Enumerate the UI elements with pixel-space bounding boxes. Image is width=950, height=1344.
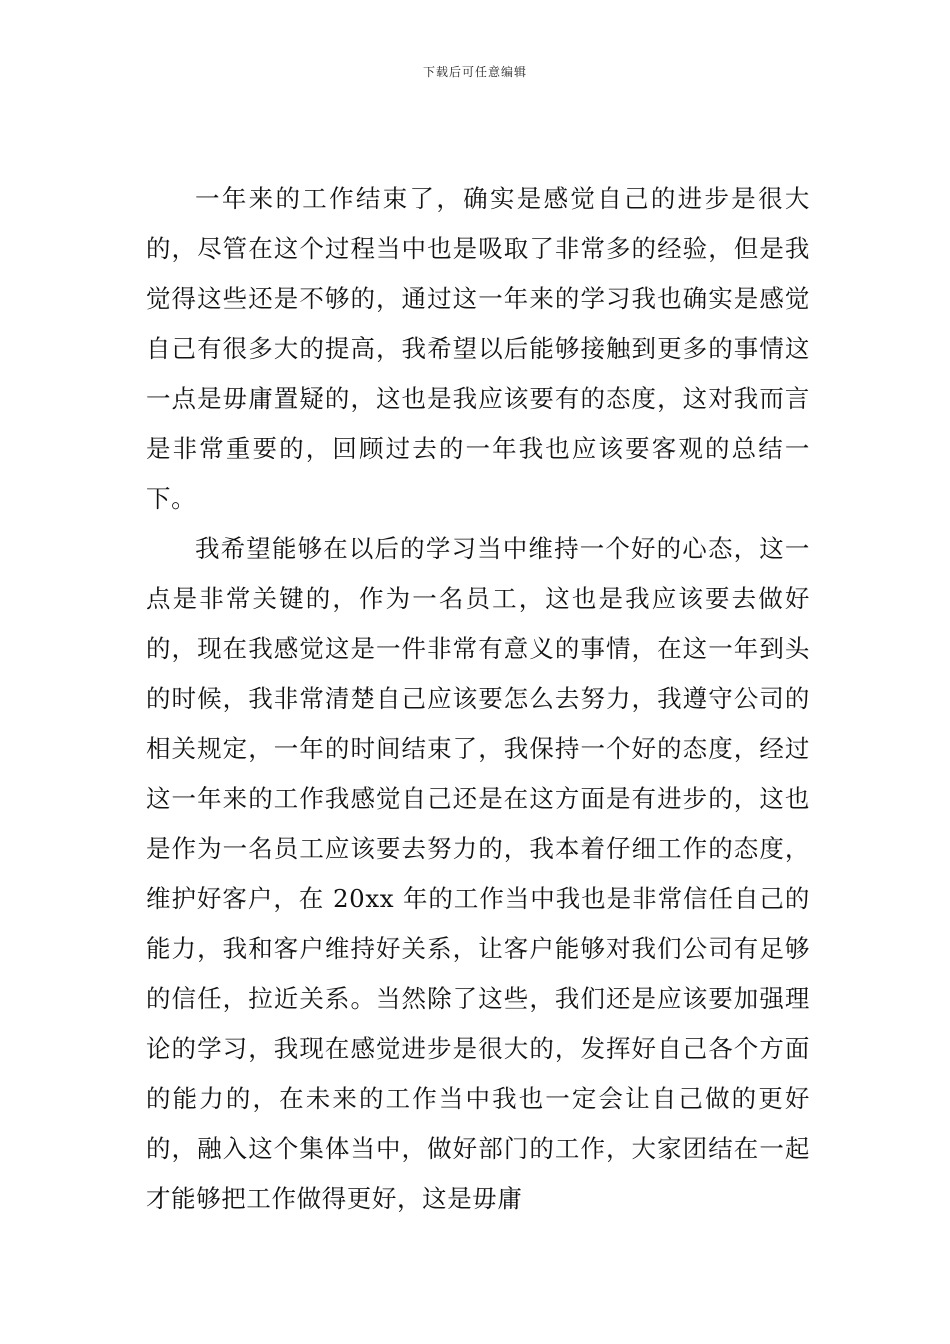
page-header-note: 下载后可任意编辑 <box>422 65 527 79</box>
paragraph-1: 一年来的工作结束了，确实是感觉自己的进步是很大的，尽管在这个过程当中也是吸取了非常多的经验，但是我觉得这些还是不够的，通过这一年来的学习我也确实是感觉自己有很多大的提高，我希望以后能够接触到更多的事情这一点是毋庸置疑的，这也是我应该要有的态度，这对我而言是非常重要的，回顾过去的一年我也应该要客观的总结一下。 <box>146 184 810 513</box>
paragraph-2: 我希望能够在以后的学习当中维持一个好的心态，这一点是非常关键的，作为一名员工，这也是我应该要去做好的，现在我感觉这是一件非常有意义的事情，在这一年到头的时候，我非常清楚自己应该要怎么去努力，我遵守公司的相关规定，一年的时间结束了，我保持一个好的态度，经过这一年来的工作我感觉自己还是在这方面是有进步的，这也是作为一名员工应该要去努力的，我本着仔细工作的态度，维护好客户，在 20xx 年的工作当中我也是非常信任自己的能力，我和客户维持好关系，让客户能够对我们公司有足够的信任，拉近关系。当然除了这些，我们还是应该要加强理论的学习，我现在感觉进步是很大的，发挥好自己各个方面的能力的，在未来的工作当中我也一定会让自己做的更好的，融入这个集体当中，做好部门的工作，大家团结在一起才能够把工作做得更好，这是毋庸 <box>146 534 810 1213</box>
document-body <box>146 174 810 1224</box>
